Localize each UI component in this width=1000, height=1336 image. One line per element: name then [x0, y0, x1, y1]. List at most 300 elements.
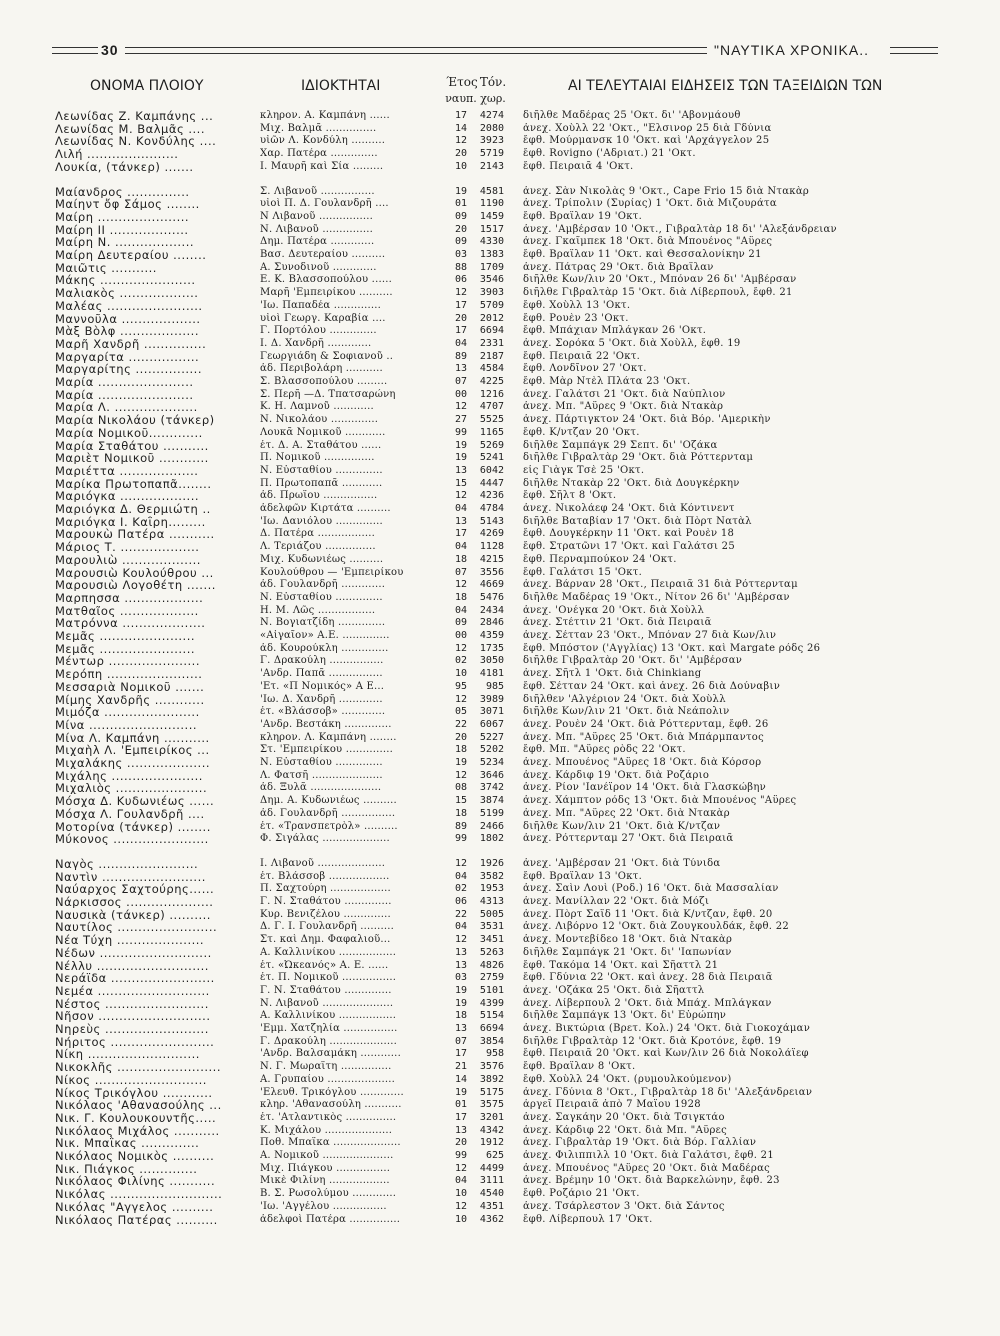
- table-row: [0, 1036, 1000, 1048]
- ship-name: Μάκης .......................: [55, 274, 196, 287]
- tonnage: 4181: [479, 668, 504, 680]
- owner: 'Ιω. Παπαδέα ..............: [260, 299, 382, 311]
- year-built: 17: [454, 1048, 468, 1060]
- voyage-news: ἀνεχ. Βρέμην 10 'Οκτ. διὰ Βαρκελώνην, ἔφθ. 23: [523, 1175, 780, 1187]
- owner: Ν. Λιβανοῦ .....................: [260, 997, 394, 1009]
- tonnage: 625: [485, 1150, 504, 1161]
- table-row: [0, 757, 1000, 769]
- table-row: [0, 871, 1000, 883]
- owner: Χαρ. Πατέρα ..............: [260, 148, 378, 160]
- year-built: 13: [454, 464, 468, 476]
- year-built: 20: [454, 731, 468, 743]
- voyage-news: ἔφθ. Βραΐλαν 8 'Οκτ.: [523, 1061, 636, 1073]
- tonnage: 3576: [479, 1061, 504, 1073]
- year-built: 27: [454, 414, 468, 426]
- ship-name: Νάρκισσος .....................: [55, 896, 214, 908]
- tonnage: 2846: [479, 617, 504, 629]
- table-row: [0, 630, 1000, 642]
- voyage-news: ἀνεχ. Πάρτιγκτον 24 'Οκτ. διὰ Βόρ. 'Αμερικὴν: [523, 414, 771, 426]
- table-row: [0, 567, 1000, 579]
- table-row: [0, 744, 1000, 756]
- tonnage: 5101: [479, 984, 504, 996]
- owner: Ποθ. Μπαΐκα ....................: [260, 1137, 401, 1149]
- ship-name: Μιχαὴλ Λ. 'Εμπειρίκος ...: [55, 744, 210, 757]
- voyage-news: ἔφθ. Στρατῶνι 17 'Οκτ. καὶ Γαλάτσι 25: [523, 541, 736, 553]
- year-built: 07: [454, 1035, 468, 1047]
- owner: ἐτ. Δ. Α. Σταθάτου ......: [260, 439, 382, 451]
- voyage-news: ἀνεχ. Στέττιν 21 'Οκτ. διὰ Πειραιᾶ: [523, 617, 712, 629]
- tonnage: 4269: [479, 528, 504, 540]
- table-row: [0, 770, 1000, 782]
- table-row: [0, 440, 1000, 452]
- voyage-news: ἀνεχ. Φιλιππιλλ 10 'Οκτ. διὰ Γαλάτσι, ἔφθ. 21: [523, 1150, 774, 1161]
- year-built: 14: [454, 1073, 468, 1085]
- year-built: 06: [454, 274, 468, 286]
- year-built: 13: [454, 515, 468, 527]
- column-header-ship: ΟΝΟΜΑ ΠΛΟΙΟΥ: [90, 78, 204, 94]
- owner: Α. Νομικοῦ .....................: [260, 1150, 394, 1161]
- voyage-news: ἀνεχ. 'Οζάκα 25 'Οκτ. διὰ Σῆαττλ: [523, 984, 705, 996]
- ship-name: Μαρῆ Χανδρῆ ...............: [55, 337, 207, 350]
- tonnage: 1165: [479, 426, 504, 438]
- tonnage: 4313: [479, 896, 504, 907]
- year-built: 12: [454, 401, 468, 413]
- owner: Μιχ. Βαλμᾶ ...............: [260, 122, 377, 134]
- tonnage: 6694: [479, 1023, 504, 1034]
- voyage-news: εἰς Γιὰγκ Τσὲ 25 'Οκτ.: [523, 464, 645, 476]
- voyage-news: ἀνεχ. Πὸρτ Σαΐδ 11 'Οκτ. διὰ Κ/ντζαν, ἔφθ. 20: [523, 908, 773, 920]
- voyage-news: ἔφθ. Περναμπούκον 24 'Οκτ.: [523, 553, 677, 565]
- year-built: 17: [454, 110, 468, 121]
- table-row: [0, 960, 1000, 972]
- ship-name: Μάριος Τ. ...................: [55, 541, 200, 554]
- owner: Κυρ. Βενιζέλου ..............: [260, 908, 391, 920]
- table-row: [0, 414, 1000, 426]
- ship-name: Λεωνίδας Μ. Βαλμᾶς ....: [55, 122, 205, 135]
- year-built: 12: [454, 287, 468, 299]
- year-built: 04: [454, 1175, 468, 1187]
- voyage-news: διῆλθε Ντακὰρ 22 'Οκτ. διὰ Δουγκέρκην: [523, 477, 740, 489]
- voyage-news: ἀνεχ. Μανίλλαν 22 'Οκτ. διὰ Μόζι: [523, 896, 710, 907]
- voyage-news: διῆλθε Γιβραλτὰρ 12 'Οκτ. διὰ Κροτόνε, ἔφθ. 19: [523, 1035, 782, 1047]
- ship-name: Μαρία Λ. ....................: [55, 401, 198, 414]
- year-built: 07: [454, 566, 468, 578]
- voyage-news: διῆλθε Σαμπάγκ 21 'Οκτ. δι' 'Ιαπωνίαν: [523, 946, 732, 958]
- owner: Ε. Κ. Βλασσοπούλου ......: [260, 274, 392, 286]
- voyage-news: ἔφθ. Μπ. "Αϋρες ρὸδς 22 'Οκτ.: [523, 744, 686, 756]
- table-row: [0, 592, 1000, 604]
- year-built: 10: [454, 1188, 468, 1200]
- ship-name: Ναντὶν .........................: [55, 870, 206, 883]
- owner: Γ. Δρακούλη ....................: [260, 1035, 397, 1047]
- ship-name: Νικ. Μπαΐκας ..............: [55, 1137, 200, 1150]
- table-row: [0, 833, 1000, 845]
- year-built: 08: [454, 782, 468, 794]
- year-built: 10: [454, 160, 468, 172]
- table-row: [0, 236, 1000, 248]
- tonnage: 1802: [479, 833, 504, 845]
- ship-name: Λεωνίδας Ζ. Καμπάνης ...: [55, 110, 214, 122]
- owner: Ι. Μαυρῆ καὶ Σία .........: [260, 160, 384, 172]
- year-built: 12: [454, 857, 468, 869]
- tonnage: 1735: [479, 642, 504, 654]
- table-row: [0, 186, 1000, 198]
- ship-name: Μαννοῦλα ...................: [55, 312, 201, 325]
- table-row: [0, 1099, 1000, 1111]
- tonnage: 3071: [479, 706, 504, 718]
- ship-name: Μαριὲτ Νομικοῦ ............: [55, 452, 209, 465]
- voyage-news: ἀνεχ. Ρουὲν 24 'Οκτ. διὰ Ρόττερνταμ, ἔφθ. 26: [523, 718, 769, 730]
- table-row: [0, 643, 1000, 655]
- table-row: [0, 579, 1000, 591]
- ship-name: Λεωνίδας Ν. Κονδύλης ....: [55, 135, 217, 148]
- ship-name: Μαρουσιὼ Κουλούθρου ...: [55, 566, 214, 579]
- year-built: 12: [454, 934, 468, 946]
- table-row: [0, 998, 1000, 1010]
- ship-name: Νικόλαος Μιχάλος ...........: [55, 1124, 220, 1137]
- ship-name: Μαρία Νομικοῦ.............: [55, 426, 203, 439]
- voyage-news: ἀνεχ. Λίβερπουλ 2 'Οκτ. διὰ Μπάχ. Μπλάγκαν: [523, 997, 772, 1009]
- voyage-news: ἔφθ. Δουγκέρκην 11 'Οκτ. καὶ Ρουὲν 18: [523, 528, 735, 540]
- voyage-news: ἔφθ. Κ/ντζαν 20 'Οκτ.: [523, 426, 640, 438]
- ship-name: Ναγὸς ........................: [55, 857, 199, 870]
- owner: ἐτ. «Τρανσπετρὸλ» ..........: [260, 820, 398, 832]
- owner: ἀδ. Περιβολάρη ...........: [260, 363, 383, 375]
- year-built: 20: [454, 312, 468, 324]
- tonnage: 2080: [479, 122, 504, 134]
- ship-name: Μέντωρ ......................: [55, 655, 200, 668]
- table-row: [0, 465, 1000, 477]
- tonnage: 4215: [479, 553, 504, 565]
- ship-name: Νίκη ...........................: [55, 1048, 200, 1061]
- ship-name: Μαριόγκα Ι. Καΐρη.........: [55, 515, 206, 528]
- year-built: 12: [454, 642, 468, 654]
- table-row: [0, 858, 1000, 870]
- table-row: [0, 313, 1000, 325]
- year-built: 13: [454, 946, 468, 958]
- tonnage: 3892: [479, 1073, 504, 1085]
- tonnage: 6067: [479, 718, 504, 730]
- table-row: [0, 732, 1000, 744]
- voyage-news: ἀνεχ. 'Ονέγκα 20 'Οκτ. διὰ Χοὺλλ: [523, 604, 705, 616]
- tonnage: 3111: [479, 1175, 504, 1187]
- year-built: 00: [454, 388, 468, 400]
- voyage-news: ἀνεχ. Γδύνια 8 'Οκτ., Γιβραλτὰρ 18 δι' 'Αλεξάνδρειαν: [523, 1086, 813, 1098]
- owner: Φ. Σιγάλας ....................: [260, 833, 390, 845]
- table-row: [0, 719, 1000, 731]
- owner: Μιχ. Πιάγκου ................: [260, 1162, 391, 1174]
- tonnage: 5175: [479, 1086, 504, 1098]
- tonnage: 6042: [479, 464, 504, 476]
- tonnage: 5199: [479, 807, 504, 819]
- owner: Λ. Τεριάζου ...............: [260, 541, 376, 553]
- ship-name: Ματθαῖος ...................: [55, 604, 199, 617]
- ship-name: Νηρεὺς .........................: [55, 1023, 209, 1035]
- tonnage: 3575: [479, 1099, 504, 1111]
- voyage-news: ἔφθ. Πειραιᾶ 22 'Οκτ.: [523, 350, 641, 362]
- voyage-news: ἀνεχ. Κάρδιφ 19 'Οκτ. διὰ Ροζάριο: [523, 769, 710, 781]
- voyage-news: ἔφθ. Πειραιᾶ 20 'Οκτ. καὶ Κων/λιν 26 διὰ Νοκολάϊεφ: [523, 1048, 809, 1060]
- table-row: [0, 668, 1000, 680]
- year-built: 20: [454, 1137, 468, 1149]
- ship-name: Μόσχα Δ. Κυδωνιέως ......: [55, 795, 215, 808]
- tonnage: 3556: [479, 566, 504, 578]
- journal-title: "ΝΑΥΤΙΚΑ ΧΡΟΝΙΚΑ..: [714, 42, 869, 58]
- table-row: [0, 947, 1000, 959]
- table-row: [0, 135, 1000, 147]
- year-built: 19: [454, 439, 468, 451]
- voyage-news: ἔφθ. Γδύνια 22 'Οκτ. καὶ ἀνεχ. 28 διὰ Πειραιᾶ: [523, 972, 773, 984]
- table-row: [0, 249, 1000, 261]
- table-row: [0, 161, 1000, 173]
- tonnage: 4826: [479, 959, 504, 971]
- owner: ἀδ. Γουλανδρῆ .............: [260, 579, 386, 591]
- voyage-news: διῆλθε Γιβραλτὰρ 20 'Οκτ. δι' 'Αμβέρσαν: [523, 655, 743, 667]
- owner: 'Ιω. Δανιόλου ..............: [260, 515, 383, 527]
- tonnage: 1517: [479, 223, 504, 235]
- tonnage: 4330: [479, 236, 504, 248]
- ship-name: Νικόλαος Φιλίνης ...........: [55, 1175, 216, 1188]
- column-header-tons-bottom: χωρ.: [480, 92, 506, 105]
- table-row: [0, 351, 1000, 363]
- ship-name: Ναύαρχος Σαχτούρης......: [55, 883, 215, 896]
- table-row: [0, 1137, 1000, 1149]
- tonnage: 4447: [479, 477, 504, 489]
- owner: Στ. καὶ Δημ. Φαφαλιοῦ...: [260, 934, 391, 946]
- tonnage: 4236: [479, 490, 504, 502]
- year-built: 20: [454, 148, 468, 160]
- table-row: [0, 909, 1000, 921]
- tonnage: 4351: [479, 1200, 504, 1212]
- voyage-news: ἀνεχ. Σῆτλ 1 'Οκτ. διὰ Chinkiang: [523, 668, 702, 680]
- ship-name: Νέα Τύχη .....................: [55, 934, 205, 947]
- year-built: 17: [454, 325, 468, 337]
- table-row: [0, 921, 1000, 933]
- table-row: [0, 1087, 1000, 1099]
- year-built: 04: [454, 870, 468, 882]
- table-row: [0, 782, 1000, 794]
- ship-name: Μαρία .......................: [55, 376, 194, 388]
- table-row: [0, 427, 1000, 439]
- tonnage: 5709: [479, 299, 504, 311]
- tonnage: 2331: [479, 337, 504, 349]
- voyage-news: ἀνεχ. Λιβόρνο 12 'Οκτ. διὰ Ζουγκουλδάκ, ἔφθ. 22: [523, 921, 790, 933]
- table-row: [0, 452, 1000, 464]
- tonnage: 5476: [479, 591, 504, 603]
- year-built: 22: [454, 908, 468, 920]
- voyage-news: ἀνεχ. Μπ. "Αϋρες 25 'Οκτ. διὰ Μπάρμπαντος: [523, 731, 765, 743]
- year-built: 99: [454, 426, 468, 438]
- owner: υἱοὶ Π. Δ. Γουλανδρῆ ....: [260, 198, 389, 210]
- table-row: [0, 211, 1000, 223]
- voyage-news: ἔφθ. Τακόμα 14 'Οκτ. καὶ Σῆαττλ 21: [523, 959, 719, 971]
- tonnage: 5234: [479, 757, 504, 768]
- year-built: 18: [454, 1010, 468, 1022]
- owner: Α. Καλλινίκου .................: [260, 1010, 397, 1022]
- owner: Λ. Φατσῆ .....................: [260, 769, 383, 781]
- owner: Δ. Γ. Ι. Γουλανδρῆ ..........: [260, 921, 395, 933]
- owner: Ι. Δ. Χανδρῆ .............: [260, 337, 372, 349]
- table-row: [0, 1010, 1000, 1022]
- year-built: 02: [454, 883, 468, 895]
- tonnage: 958: [485, 1048, 504, 1060]
- owner: 'Ετ. «Π Νομικός» Α Ε...: [260, 680, 385, 692]
- tonnage: 5202: [479, 744, 504, 756]
- table-row: [0, 808, 1000, 820]
- ship-name: Μαλέας .......................: [55, 299, 203, 312]
- ship-name: Λιλή ......................: [55, 148, 179, 161]
- ship-name: Νικ. Πιάγκος ..............: [55, 1162, 198, 1175]
- ship-name: Μοτορίνα (τάνκερ) ........: [55, 820, 211, 833]
- voyage-news: ἔφθ. Μὰρ Ντὲλ Πλάτα 23 'Οκτ.: [523, 376, 691, 387]
- ship-name: Νέλλυ ...........................: [55, 959, 209, 972]
- tonnage: 5719: [479, 148, 504, 160]
- year-built: 17: [454, 528, 468, 540]
- year-built: 04: [454, 541, 468, 553]
- owner: ἐτ. 'Ατλαντικὸς ...............: [260, 1111, 397, 1123]
- table-row: [0, 1125, 1000, 1137]
- owner: ἀδελφοὶ Πατέρα ...............: [260, 1213, 401, 1225]
- ship-name: Μαρία Νικολάου (τάνκερ): [55, 414, 215, 427]
- tonnage: 1383: [479, 249, 504, 260]
- voyage-news: ἀνεχ. Κάρδιφ 22 'Οκτ. διὰ Μπ. "Αϋρες: [523, 1124, 728, 1136]
- ship-name: Μαιῶτις ...........: [55, 261, 157, 274]
- table-row: [0, 1175, 1000, 1187]
- ship-name: Νικόλαος Νομικὸς ..........: [55, 1150, 215, 1162]
- tonnage: 3546: [479, 274, 504, 286]
- owner: κληρον. Λ. Καμπάνη ........: [260, 731, 397, 743]
- owner: Η. Μ. Λῶς .................: [260, 604, 376, 616]
- owner: 'Ανδρ. Παπᾶ ................: [260, 668, 383, 680]
- table-row: [0, 338, 1000, 350]
- year-built: 04: [454, 337, 468, 349]
- table-row: [0, 262, 1000, 274]
- tonnage: 4342: [479, 1124, 504, 1136]
- owner: υἱῶν Λ. Κονδύλη ..........: [260, 135, 386, 147]
- owner: Ν. Γ. Μωραΐτη ...............: [260, 1061, 392, 1073]
- table-row: [0, 478, 1000, 490]
- voyage-news: διῆλθε Γιβραλτὰρ 15 'Οκτ. διὰ Λίβερπουλ, ἔφθ. 21: [523, 287, 793, 299]
- ship-name: Νίκος ...........................: [55, 1073, 207, 1086]
- voyage-news: ἔφθ. Βραΐλαν 19 'Οκτ.: [523, 210, 643, 222]
- owner: Βασ. Δευτεραίου ..........: [260, 249, 386, 260]
- voyage-news: ἔφθ. Λίβερπουλ 17 'Οκτ.: [523, 1213, 653, 1225]
- tonnage: 4499: [479, 1162, 504, 1174]
- voyage-news: διῆλθε Μαδέρας 19 'Οκτ., Νίτον 26 δι' 'Αμβέρσαν: [523, 591, 790, 603]
- year-built: 18: [454, 807, 468, 819]
- ship-name: Μαργαρίτα .................: [55, 350, 200, 363]
- owner: Ι. Λιβανοῦ ....................: [260, 857, 386, 869]
- table-row: [0, 985, 1000, 997]
- ship-name: Ματρόννα ....................: [55, 617, 206, 630]
- owner: ἀδ. Πρωΐου ................: [260, 490, 378, 502]
- ship-name: Μιχαλάκης ....................: [55, 757, 211, 769]
- voyage-news: ἀνεχ. Νικολάεφ 24 'Οκτ. διὰ Κόντινεντ: [523, 503, 735, 514]
- voyage-news: ἀνεχ. Πάτρας 29 'Οκτ. διὰ Βραΐλαν: [523, 261, 714, 273]
- owner: Μιχ. Κυδωνιέως ..........: [260, 553, 384, 565]
- owner: Γ. Δρακούλη ................: [260, 655, 384, 667]
- owner: ἀδ. Κουρούκλη ..............: [260, 642, 389, 654]
- voyage-news: ἔφθ. Ρουὲν 23 'Οκτ.: [523, 312, 629, 324]
- year-built: 13: [454, 1124, 468, 1136]
- year-built: 12: [454, 490, 468, 502]
- table-row: [0, 110, 1000, 122]
- tonnage: 2466: [479, 820, 504, 832]
- column-header-year-bottom: ναυπ.: [445, 92, 477, 105]
- voyage-news: ἀνεχ. Μπουένος "Αϋρες 20 'Οκτ. διὰ Μαδέρας: [523, 1162, 771, 1174]
- tonnage: 5143: [479, 515, 504, 527]
- table-row: [0, 1214, 1000, 1226]
- voyage-news: διῆλθε Βαταβίαν 17 'Οκτ. διὰ Πὸρτ Νατὰλ: [523, 515, 752, 527]
- owner: Στ. 'Εμπειρίκου ..............: [260, 744, 394, 756]
- voyage-news: ἀνεχ. 'Αμβέρσαν 10 'Οκτ., Γιβραλτὰρ 18 δι' 'Αλεξάνδρειαν: [523, 223, 837, 235]
- year-built: 05: [454, 706, 468, 718]
- owner: Ν Λιβανοῦ ................: [260, 210, 374, 222]
- tonnage: 1190: [479, 198, 504, 210]
- table-row: [0, 605, 1000, 617]
- owner: Δ. Πατέρα .................: [260, 528, 376, 540]
- year-built: 10: [454, 1213, 468, 1225]
- year-built: 99: [454, 833, 468, 845]
- tonnage: 3923: [479, 135, 504, 147]
- page-header: [0, 42, 1000, 62]
- voyage-news: ἀνεχ. Σαγκάην 20 'Οκτ. διὰ Τσιγκτάο: [523, 1111, 725, 1123]
- table-row: [0, 123, 1000, 135]
- column-header-year-top: Έτος: [446, 75, 478, 89]
- ship-name: Νεράϊδα .........................: [55, 972, 215, 985]
- owner: ἀδ. Γουλανδρῆ ................: [260, 807, 396, 819]
- owner: 'Ιω. Δ. Χανδρῆ .............: [260, 693, 383, 705]
- table-row: [0, 389, 1000, 401]
- owner: Π. Πρωτοπαπᾶ ............: [260, 477, 383, 489]
- tonnage: 4359: [479, 630, 504, 641]
- table-row: [0, 224, 1000, 236]
- table-row: [0, 516, 1000, 528]
- table-row: [0, 1074, 1000, 1086]
- voyage-news: ἀνεχ. Μοντεβίδεο 18 'Οκτ. διὰ Ντακὰρ: [523, 934, 733, 946]
- ship-name: Ναυσικὰ (τάνκερ) ..........: [55, 908, 211, 921]
- ship-name: Μεσσαριὰ Νομικοῦ .......: [55, 680, 205, 693]
- voyage-news: διῆλθε Σαμπάγκ 29 Σεπτ. δι' 'Οζάκα: [523, 439, 718, 451]
- table-row: [0, 1163, 1000, 1175]
- ship-name: Μὰξ Βὸλφ ...................: [55, 325, 199, 338]
- ship-name: Μαίρη ΙΙ ...................: [55, 223, 189, 236]
- table-row: [0, 883, 1000, 895]
- owner: Α. Συνοδινοῦ .............: [260, 261, 377, 273]
- year-built: 95: [454, 680, 468, 692]
- table-row: [0, 287, 1000, 299]
- owner: Π. Νομικοῦ ...............: [260, 452, 375, 464]
- ship-name: Μίμης Χανδρῆς ............: [55, 693, 205, 706]
- owner: κληρον. Α. Καμπάνη ......: [260, 110, 390, 121]
- ship-name: Μαίανδρος ...............: [55, 185, 190, 198]
- year-built: 89: [454, 350, 468, 362]
- ship-name: Νικόλας "Αγγελος ..........: [55, 1200, 214, 1213]
- voyage-news: διῆλθε Μαδέρας 25 'Οκτ. δι' 'Αβονμάουθ: [523, 110, 741, 121]
- ship-name: Μαίηντ ὄφ Σάμος ........: [55, 198, 200, 211]
- year-built: 21: [454, 1061, 468, 1073]
- table-row: [0, 972, 1000, 984]
- table-row: [0, 300, 1000, 312]
- tonnage: 3201: [479, 1111, 504, 1123]
- table-row: [0, 934, 1000, 946]
- year-built: 07: [454, 376, 468, 387]
- ship-name: Ναυτίλος ........................: [55, 921, 218, 934]
- ship-name: Μαλιακὸς ...................: [55, 287, 199, 300]
- year-built: 09: [454, 210, 468, 222]
- owner: Κ. Η. Λαμνοῦ ............: [260, 401, 374, 413]
- tonnage: 3903: [479, 287, 504, 299]
